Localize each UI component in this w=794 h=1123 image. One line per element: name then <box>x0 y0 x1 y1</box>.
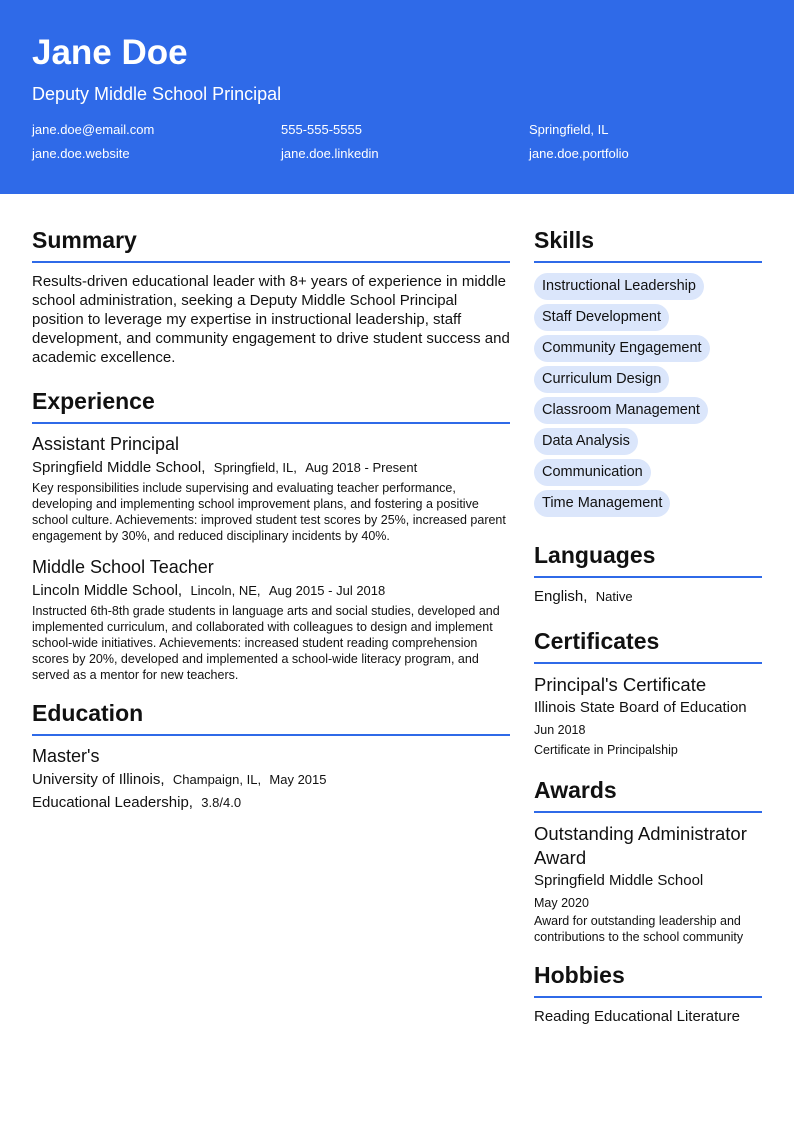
skills-heading: Skills <box>534 226 762 263</box>
education-degree: Master's <box>32 746 100 766</box>
hobby-item: Reading Educational Literature <box>534 1008 740 1025</box>
award-item <box>534 822 762 945</box>
language-item <box>534 587 762 607</box>
experience-heading: Experience <box>32 387 510 424</box>
education-field-line <box>32 793 510 813</box>
job-dates: Aug 2018 - Present <box>305 460 418 475</box>
award-name: Outstanding Administrator Award <box>534 823 747 868</box>
job-description: Key responsibilities include supervising and evaluating teacher performance, developing and implementing school improvement plans, and fostering a positive school culture. Achievements: improved student test scores by 25%, increased parent engagement by 30%, and reduced disciplinary incidents by 40%. <box>32 481 506 543</box>
education-school: University of Illinois, <box>32 771 165 788</box>
contact-location: Springfield, IL <box>529 122 609 137</box>
language-level: Native <box>595 589 633 604</box>
job-meta <box>32 581 510 600</box>
skill-tag: Time Management <box>534 490 670 517</box>
job-description: Instructed 6th-8th grade students in language arts and social studies, developed and implemented curriculum, and collaborated with colleagues to design and implement school-wide initiatives. Achievements: increased student reading comprehension scores by 20%, developed and implemented a school-wide literacy program, and served as a mentor for new teachers. <box>32 604 500 682</box>
certificate-date: Jun 2018 <box>534 723 586 737</box>
contact-website[interactable]: jane.doe.website <box>32 146 130 161</box>
education-heading: Education <box>32 699 510 736</box>
job-company: Lincoln Middle School, <box>32 582 183 599</box>
contact-portfolio[interactable]: jane.doe.portfolio <box>529 146 629 161</box>
job-dates: Aug 2015 - Jul 2018 <box>268 583 386 598</box>
summary-heading: Summary <box>32 226 510 263</box>
hobbies-heading: Hobbies <box>534 961 762 998</box>
skills-list <box>534 272 762 521</box>
languages-heading: Languages <box>534 541 762 578</box>
language-name: English, <box>534 588 588 605</box>
education-gpa: 3.8/4.0 <box>201 795 242 810</box>
job-location: Springfield, IL, <box>213 460 297 475</box>
skill-tag: Instructional Leadership <box>534 273 704 300</box>
skill-tag: Data Analysis <box>534 428 638 455</box>
certificate-issuer: Illinois State Board of Education <box>534 699 747 716</box>
certificate-description: Certificate in Principalship <box>534 743 678 757</box>
candidate-title: Deputy Middle School Principal <box>32 84 282 104</box>
contact-linkedin[interactable]: jane.doe.linkedin <box>281 146 379 161</box>
education-field: Educational Leadership, <box>32 794 193 811</box>
award-description: Award for outstanding leadership and contributions to the school community <box>534 914 744 944</box>
skill-tag: Classroom Management <box>534 397 708 424</box>
award-issuer: Springfield Middle School <box>534 872 704 889</box>
right-column <box>534 226 762 1027</box>
contact-phone[interactable]: 555-555-5555 <box>281 122 362 137</box>
experience-item <box>32 556 510 683</box>
skill-tag: Community Engagement <box>534 335 710 362</box>
experience-item <box>32 433 510 544</box>
candidate-name: Jane Doe <box>32 33 188 72</box>
education-school-line <box>32 770 510 790</box>
certificates-heading: Certificates <box>534 627 762 664</box>
job-title: Assistant Principal <box>32 434 180 454</box>
job-title: Middle School Teacher <box>32 557 214 577</box>
resume-header <box>0 0 794 194</box>
skill-tag: Staff Development <box>534 304 669 331</box>
awards-heading: Awards <box>534 776 762 813</box>
education-date: May 2015 <box>269 772 327 787</box>
job-meta <box>32 458 510 477</box>
job-company: Springfield Middle School, <box>32 459 206 476</box>
left-column <box>32 226 510 816</box>
certificate-item <box>534 673 762 760</box>
education-location: Champaign, IL, <box>172 772 262 787</box>
contact-email[interactable]: jane.doe@email.com <box>32 122 155 137</box>
skill-tag: Curriculum Design <box>534 366 669 393</box>
summary-text: Results-driven educational leader with 8+ years of experience in middle school administration, seeking a Deputy Middle School Principal position to leverage my expertise in instructional leadership, staff development, and community engagement to drive student success and academic excellence. <box>32 273 510 366</box>
job-location: Lincoln, NE, <box>190 583 261 598</box>
skill-tag: Communication <box>534 459 651 486</box>
award-date: May 2020 <box>534 896 589 910</box>
certificate-name: Principal's Certificate <box>534 674 707 695</box>
